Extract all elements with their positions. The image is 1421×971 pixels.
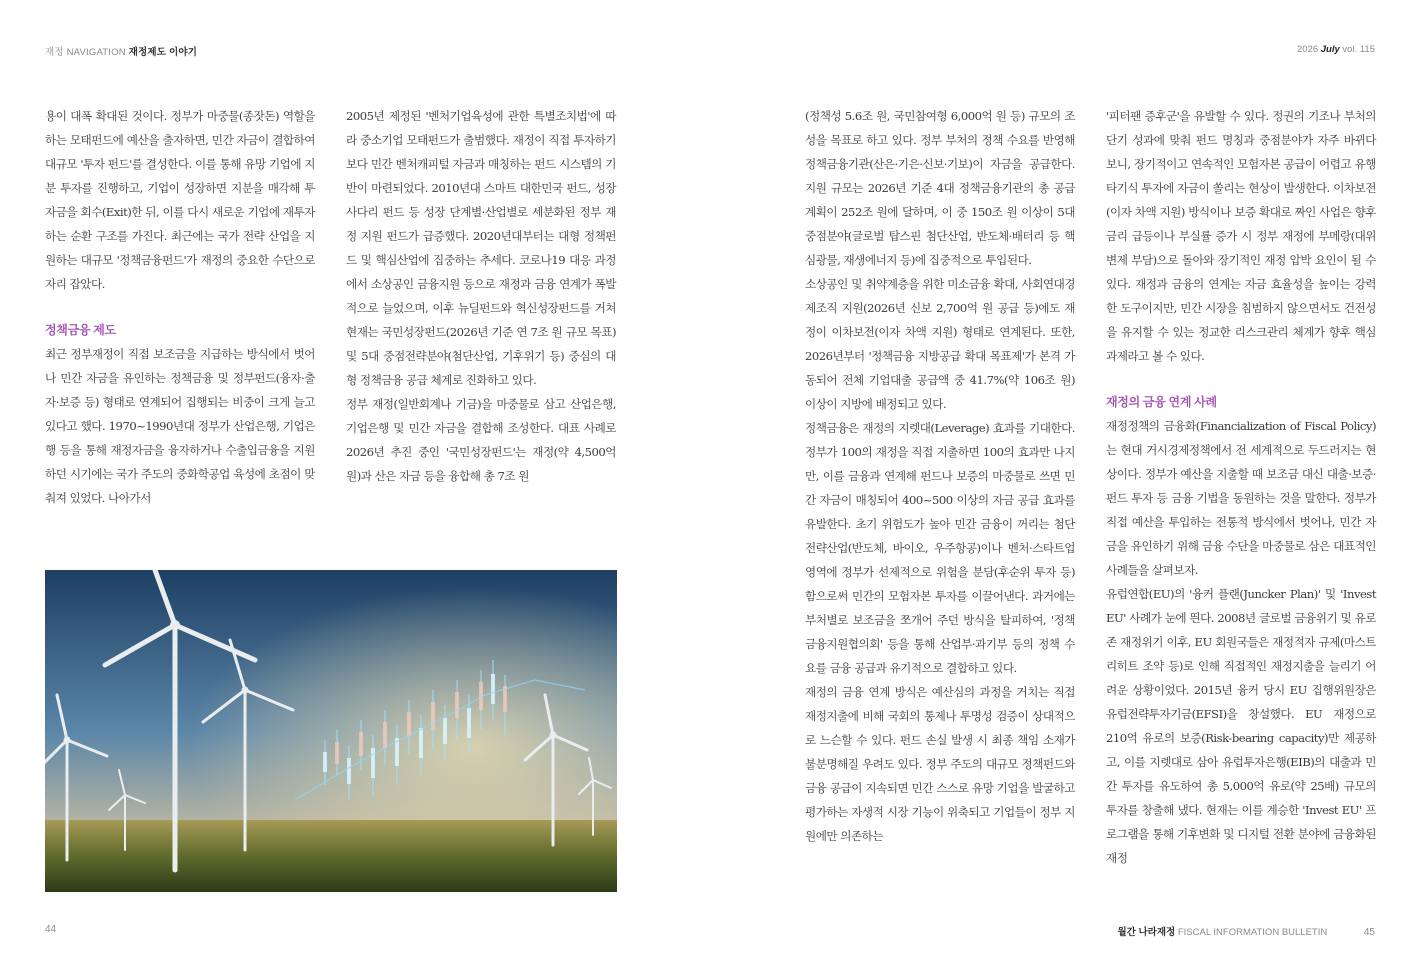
- text-column-2: [346, 104, 616, 488]
- paragraph: 정부 재정(일반회계나 기금)을 마중물로 삼고 산업은행, 기업은행 및 민간 자금을 결합해 조성한다. 대표 사례로 2026년 추진 중인 '국민성장펀드'는 재정(약 4,500억 원)과 산은 자금 등을 융합해 총 7조 원: [346, 397, 616, 483]
- paragraph: 소상공인 및 취약계층을 위한 미소금융 확대, 사회연대경제조직 지원(2026년 신보 2,700억 원 공급 등)에도 재정이 이차보전(이자 차액 지원) 형태로 연계된다. 또한, 2026년부터 '정책금융 지방공급 확대 목표제'가 본격 가동되어 전체 기업대출 공급액 중 41.7%(약 106조 원) 이상이 지방에 배정되고 있다.: [805, 277, 1075, 411]
- issue-month: July: [1320, 44, 1340, 55]
- section-header: [45, 44, 197, 58]
- paragraph: 2005년 제정된 '벤처기업육성에 관한 특별조치법'에 따라 중소기업 모태펀드가 출범했다. 재정이 직접 투자하기보다 민간 벤처캐피털 자금과 매칭하는 펀드 시스템의 기반이 마련되었다. 2010년대 스마트 대한민국 펀드, 성장 사다리 펀드 등 성장 단계별·산업별로 세분화된 정부 재정 지원 펀드가 급증했다. 2020년대부터는 대형 정책펀드 및 핵심산업에 집중하는 추세다. 코로나19 대응 과정에서 소상공인 금융지원 등으로 재정과 금융 연계가 폭발적으로 늘었으며, 이후 뉴딜펀드와 혁신성장펀드를 거쳐 현재는 국민성장펀드(2026년 기준 연 7조 원 규모 목표) 및 5대 중점전략분야(첨단산업, 기후위기 등) 중심의 대형 정책금융 공급 체계로 진화하고 있다.: [346, 109, 616, 387]
- text-column-1: [45, 104, 315, 510]
- page-number-left: 44: [45, 924, 57, 935]
- publication-title-kr: 월간 나라재정: [1117, 927, 1176, 938]
- paragraph: 유럽연합(EU)의 '융커 플랜(Juncker Plan)' 및 'Invest EU' 사례가 눈에 띈다. 2008년 글로벌 금융위기 및 유로존 재정위기 이후, EU 회원국들은 재정적자 규제(마스트리히트 조약 등)로 인해 직접적인 재정지출을 늘리기 어려운 상황이었다. 2015년 융커 당시 EU 집행위원장은 유럽전략투자기금(EFSI)을 창설했다. EU 재정으로 210억 유로의 보증(Risk-bearing capacity)만 제공하고, 이를 지렛대로 삼아 유럽투자은행(EIB)의 대출과 민간 투자를 유도하여 총 5,000억 유로(약 25배) 규모의 투자를 창출해 냈다. 현재는 이를 계승한 'Invest EU' 프로그램을 통해 기후변화 및 디지털 전환 분야에 금융화된 재정: [1106, 587, 1376, 865]
- text-column-3: [805, 104, 1075, 848]
- section-label: 재정 NAVIGATION: [45, 47, 126, 58]
- issue-year: 2026: [1296, 44, 1319, 55]
- subsection-label: 재정제도 이야기: [128, 47, 198, 58]
- section-heading: 재정의 금융 연계 사례: [1106, 395, 1217, 409]
- paragraph: (정책성 5.6조 원, 국민참여형 6,000억 원 등) 규모의 조성을 목표로 하고 있다. 정부 부처의 정책 수요를 반영해 정책금융기관(산은·기은·신보·기보)이 자금을 공급한다. 지원 규모는 2026년 기준 4대 정책금융기관의 총 공급 계획이 252조 원에 달하며, 이 중 150조 원 이상이 5대 중점분야(글로벌 탑스핀 첨단산업, 반도체·배터리 등 핵심광물, 재생에너지 등)에 집중적으로 투입된다.: [805, 109, 1075, 267]
- page-number-right: 45: [1363, 927, 1375, 938]
- text-column-4: [1106, 104, 1376, 870]
- issue-volume: vol. 115: [1342, 44, 1375, 55]
- paragraph: 최근 정부재정이 직접 보조금을 지급하는 방식에서 벗어나 민간 자금을 유인하는 정책금융 및 정부펀드(융자·출자·보증 등) 형태로 연계되어 집행되는 비중이 크게 늘고 있다고 했다. 1970~1990년대 정부가 산업은행, 기업은행 등을 통해 재정자금을 융자하거나 수출입금융을 지원하던 시기에는 국가 주도의 중화학공업 육성에 초점이 맞춰져 있었다. 나아가서: [45, 347, 315, 505]
- paragraph: 정책금융은 재정의 지렛대(Leverage) 효과를 기대한다. 정부가 100의 재정을 직접 지출하면 100의 효과만 나지만, 이를 금융과 연계해 펀드나 보증의 마중물로 쓰면 민간 자금이 매칭되어 400~500 이상의 자금 공급 효과를 유발한다. 초기 위험도가 높아 민간 금융이 꺼리는 첨단전략산업(반도체, 바이오, 우주항공)이나 벤처·스타트업 영역에 정부가 선제적으로 위험을 분담(후순위 투자 등)함으로써 민간의 모험자본 투자를 이끌어낸다. 과거에는 부처별로 보조금을 쪼개어 주던 방식을 탈피하여, '정책금융지원협의회' 등을 통해 산업부·과기부 등의 정책 수요를 금융 공급과 유기적으로 결합하고 있다.: [805, 421, 1075, 675]
- issue-info: [1297, 44, 1375, 55]
- paragraph: 재정의 금융 연계 방식은 예산심의 과정을 거치는 직접 재정지출에 비해 국회의 통제나 투명성 검증이 상대적으로 느슨할 수 있다. 펀드 손실 발생 시 최종 책임 소재가 불분명해질 우려도 있다. 정부 주도의 대규모 정책펀드와 금융 공급이 지속되면 민간 스스로 유망 기업을 발굴하고 평가하는 자생적 시장 기능이 위축되고 기업들이 정부 지원에만 의존하는: [805, 685, 1075, 843]
- publication-title-en: FISCAL INFORMATION BULLETIN: [1177, 927, 1328, 938]
- wind-turbine-chart-photo: [45, 570, 617, 892]
- paragraph: '피터팬 증후군'을 유발할 수 있다. 정권의 기조나 부처의 단기 성과에 맞춰 펀드 명칭과 중점분야가 자주 바뀌다 보니, 장기적이고 연속적인 모험자본 공급이 어렵고 유행 타기식 투자에 자금이 쏠리는 현상이 발생한다. 이차보전(이자 차액 지원) 방식이나 보증 확대로 짜인 사업은 향후 금리 급등이나 부실률 증가 시 정부 재정에 부메랑(대위변제 부담)으로 돌아와 장기적인 재정 압박 요인이 될 수 있다. 재정과 금융의 연계는 자금 효율성을 높이는 강력한 도구이지만, 민간 시장을 침범하지 않으면서도 건전성을 유지할 수 있는 정교한 리스크관리 체계가 향후 핵심 과제라고 볼 수 있다.: [1106, 109, 1376, 363]
- paragraph: 용이 대폭 확대된 것이다. 정부가 마중물(종잣돈) 역할을 하는 모태펀드에 예산을 출자하면, 민간 자금이 결합하여 대규모 '투자 펀드'를 결성한다. 이를 통해 유망 기업에 지분 투자를 진행하고, 기업이 성장하면 지분을 매각해 투자금을 회수(Exit)한 뒤, 이를 다시 새로운 기업에 재투자하는 순환 구조를 가진다. 최근에는 국가 전략 산업을 지원하는 대규모 '정책금융펀드'가 재정의 중요한 수단으로 자리 잡았다.: [45, 109, 315, 291]
- section-heading: 정책금융 제도: [45, 323, 116, 337]
- publication-footer: [1118, 924, 1376, 938]
- paragraph: 재정정책의 금융화(Financialization of Fiscal Policy)는 현대 거시경제정책에서 전 세계적으로 두드러지는 현상이다. 정부가 예산을 지출할 때 보조금 대신 대출·보증·펀드 투자 등 금융 기법을 동원하는 것을 말한다. 정부가 직접 예산을 투입하는 전통적 방식에서 벗어나, 민간 자금을 유인하기 위해 금융 수단을 마중물로 삼은 대표적인 사례들을 살펴보자.: [1106, 419, 1376, 577]
